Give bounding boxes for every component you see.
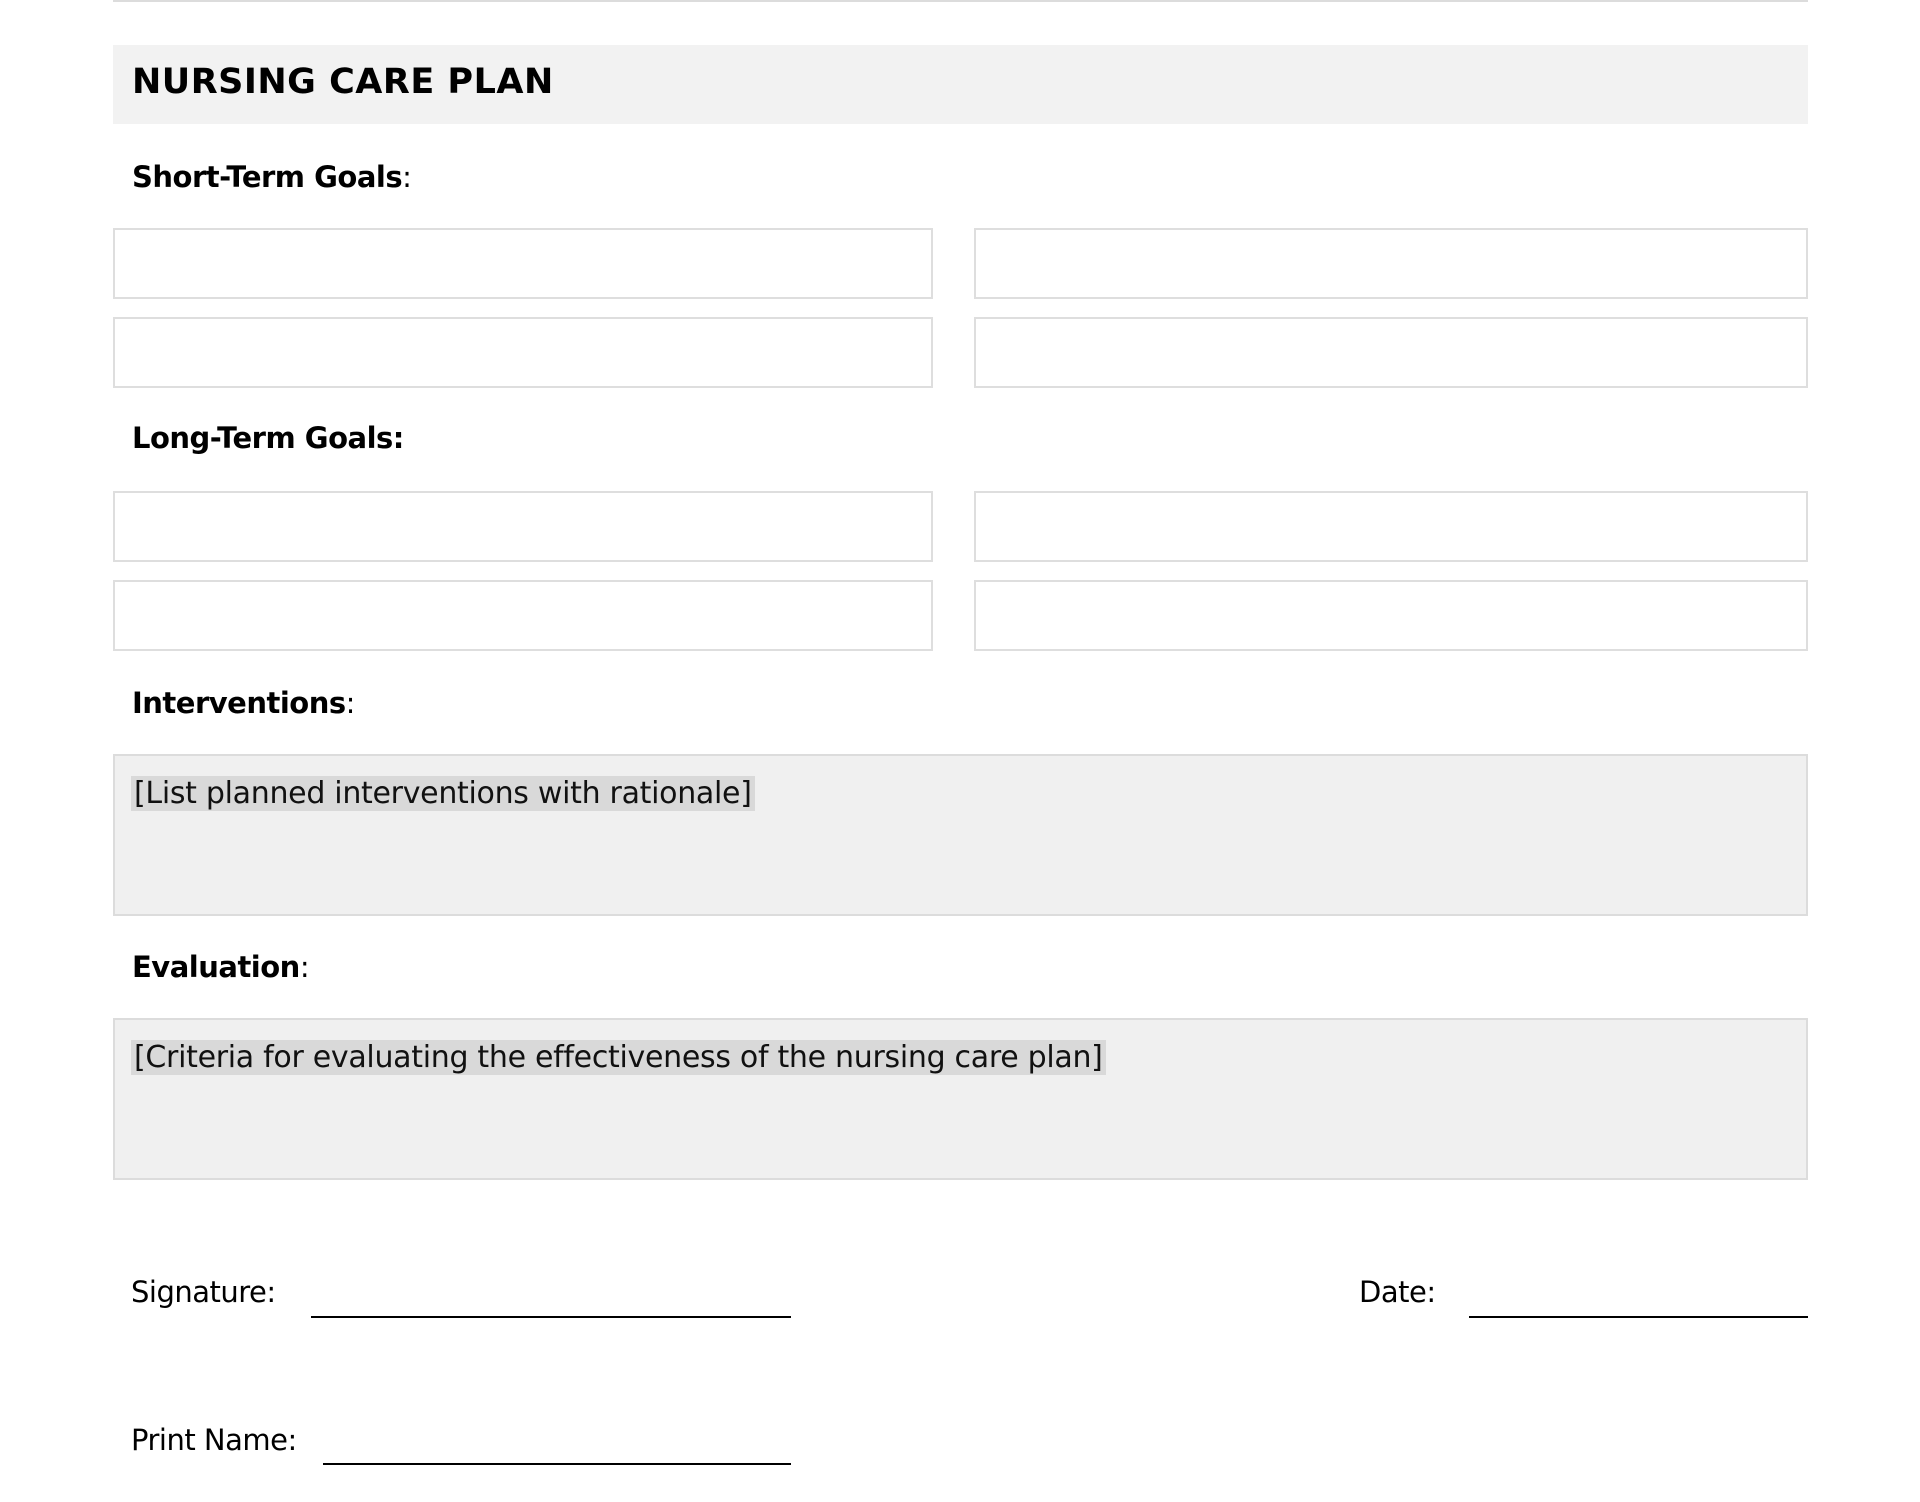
colon: : <box>299 950 310 984</box>
long-term-goal-field-2[interactable] <box>974 491 1808 562</box>
short-term-goals-heading <box>132 160 411 194</box>
short-term-goals-label: Short-Term Goals <box>132 160 403 194</box>
evaluation-placeholder: [Criteria for evaluating the effectiveness of the nursing care plan] <box>131 1040 1106 1075</box>
long-term-goal-field-4[interactable] <box>974 580 1808 651</box>
date-line[interactable] <box>1469 1316 1808 1318</box>
evaluation-label: Evaluation <box>132 950 300 984</box>
date-label: Date: <box>1359 1275 1436 1309</box>
colon: : <box>345 686 355 720</box>
interventions-field[interactable] <box>113 754 1808 916</box>
colon: : <box>402 160 412 194</box>
interventions-label: Interventions <box>132 686 346 720</box>
page-title: NURSING CARE PLAN <box>132 62 554 102</box>
evaluation-heading <box>132 950 309 984</box>
short-term-goal-field-1[interactable] <box>113 228 933 299</box>
long-term-goals-heading: Long-Term Goals: <box>132 421 404 455</box>
short-term-goal-field-3[interactable] <box>113 317 933 388</box>
top-divider <box>113 0 1808 2</box>
signature-label: Signature: <box>131 1275 276 1309</box>
long-term-goal-field-1[interactable] <box>113 491 933 562</box>
print-name-label: Print Name: <box>131 1423 297 1457</box>
short-term-goal-field-2[interactable] <box>974 228 1808 299</box>
long-term-goal-field-3[interactable] <box>113 580 933 651</box>
short-term-goal-field-4[interactable] <box>974 317 1808 388</box>
interventions-placeholder: [List planned interventions with rationale] <box>131 776 755 811</box>
evaluation-field[interactable] <box>113 1018 1808 1180</box>
print-name-line[interactable] <box>323 1463 791 1465</box>
interventions-heading <box>132 686 355 720</box>
signature-line[interactable] <box>311 1316 791 1318</box>
